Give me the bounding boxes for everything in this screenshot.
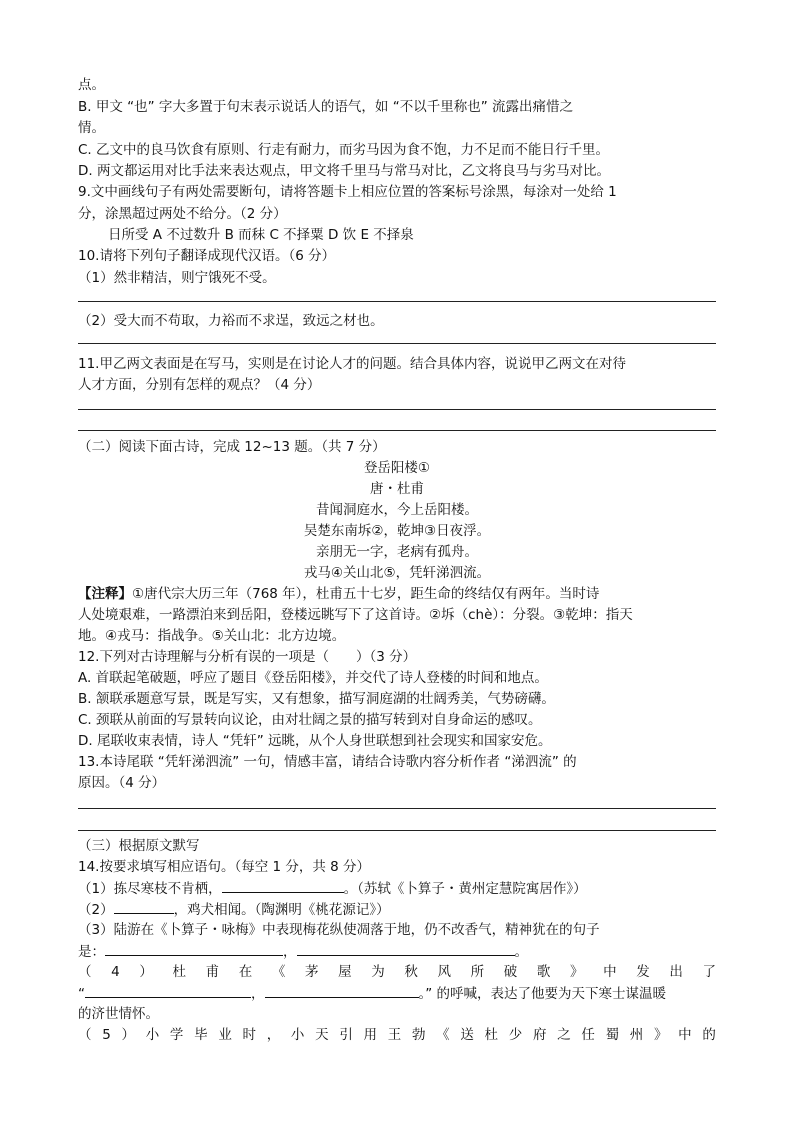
char: 王 <box>387 1027 402 1043</box>
q14-item-4 <box>78 962 716 982</box>
q14-item-3-mid: ， <box>283 944 297 960</box>
answer-line[interactable] <box>78 409 716 410</box>
q14-item-2-post: ，鸡犬相闻。（陶渊明《桃花源记》） <box>173 902 390 918</box>
char: 引 <box>339 1027 353 1043</box>
q14-item-4-mid: ， <box>251 986 265 1002</box>
char: 小 <box>145 1027 160 1043</box>
char: 业 <box>218 1027 232 1043</box>
fill-blank[interactable] <box>114 899 174 914</box>
q11-prompt-cont: 人才方面，分别有怎样的观点？（4 分） <box>78 377 321 393</box>
fill-blank[interactable] <box>265 983 419 998</box>
poem-note-cont: 地。④戎马：指战争。⑤关山北：北方边境。 <box>78 628 346 644</box>
q14-item-4-open: “ <box>78 986 85 1002</box>
q12-option-c: C. 颈联从前面的写景转向议论，由对壮阔之景的描写转到对自身命运的感叹。 <box>78 712 542 728</box>
q14-item-5 <box>78 1025 716 1045</box>
char: 中 <box>603 964 617 980</box>
q14-item-3-answer <box>78 941 716 962</box>
q9-sentence: 日所受 A 不过数升 B 而秣 C 不择粟 D 饮 E 不择泉 <box>108 227 414 243</box>
char: 蜀 <box>605 1027 620 1043</box>
poem-author: 唐・杜甫 <box>370 481 424 497</box>
q14-item-1-pre: （1）拣尽寒枝不肯栖， <box>78 881 222 897</box>
answer-line[interactable] <box>78 830 716 831</box>
char: 时 <box>242 1027 257 1043</box>
char: 屋 <box>338 964 352 980</box>
note-text: ①唐代宗大历三年（768 年），杜甫五十七岁，距生命的终结仅有两年。当时诗 <box>132 586 600 602</box>
char: ， <box>266 1027 281 1043</box>
q14-item-4-cont: 的济世情怀。 <box>78 1006 159 1022</box>
char: 送 <box>460 1027 474 1043</box>
q14-title: 14.按要求填写相应语句。（每空 1 分，共 8 分） <box>78 859 371 875</box>
note-label: 【注释】 <box>78 586 132 602</box>
char: 用 <box>363 1027 378 1043</box>
q14-item-2 <box>78 899 716 920</box>
q12-option-a: A. 首联起笔破题，呼应了题目《登岳阳楼》，并交代了诗人登楼的时间和地点。 <box>78 670 548 686</box>
answer-line[interactable] <box>78 301 716 302</box>
q10-title: 10.请将下列句子翻译成现代汉语。（6 分） <box>78 248 336 264</box>
q8-option-b-cont: 情。 <box>78 120 105 136</box>
section2-heading: （二）阅读下面古诗，完成 12~13 题。（共 7 分） <box>78 439 386 455</box>
q14-item-2-pre: （2） <box>78 902 114 918</box>
char: 之 <box>557 1027 571 1043</box>
q14-item-4-answer <box>78 983 716 1004</box>
char: （ <box>78 964 92 980</box>
q14-item-1-post: 。（苏轼《卜算子・黄州定慧院寓居作》） <box>343 881 587 897</box>
poem-line: 戎马④关山北⑤，凭轩涕泗流。 <box>303 565 491 581</box>
fill-blank[interactable] <box>85 983 251 998</box>
char: 甫 <box>205 964 220 980</box>
q14-item-4-end: 。” 的呼喊，表达了他要为天下寒士谋温暖 <box>418 986 667 1002</box>
char: 茅 <box>304 964 319 980</box>
char: 了 <box>702 964 716 980</box>
q8-option-d: D. 两文都运用对比手法来表达观点，甲文将千里马与常马对比，乙文将良马与劣马对比。 <box>78 163 610 179</box>
char: 歌 <box>536 964 551 980</box>
char: 杜 <box>484 1027 499 1043</box>
poem-line: 昔闻洞庭水，今上岳阳楼。 <box>316 502 478 518</box>
char: 《 <box>436 1027 450 1043</box>
char: 发 <box>636 964 650 980</box>
fill-blank[interactable] <box>222 878 344 893</box>
fill-blank[interactable] <box>297 941 515 956</box>
q12-option-b: B. 颔联承题意写景，既是写实，又有想象，描写洞庭湖的壮阔秀美，气势磅礴。 <box>78 691 555 707</box>
char: 4 <box>111 964 120 980</box>
char: 秋 <box>404 964 418 980</box>
q9-prompt: 9.文中画线句子有两处需要断句，请将答题卡上相应位置的答案标号涂黑，每涂对一处给 1 <box>78 184 617 200</box>
q13-prompt-cont: 原因。（4 分） <box>78 775 166 791</box>
char: 府 <box>532 1027 547 1043</box>
q8-option-c: C. 乙文中的良马饮食有原则、行走有耐力，而劣马因为食不饱，力不足而不能日行千里。 <box>78 142 610 158</box>
answer-line[interactable] <box>78 430 716 431</box>
answer-line[interactable] <box>78 343 716 344</box>
char: 》 <box>569 964 584 980</box>
char: 5 <box>102 1027 111 1043</box>
q12-option-d: D. 尾联收束表情，诗人 “凭轩” 远眺，从个人身世联想到社会现实和国家安危。 <box>78 733 552 749</box>
q8-line-top: 点。 <box>78 77 105 93</box>
q14-item-1 <box>78 878 716 899</box>
char: 风 <box>437 964 451 980</box>
q14-item-3: （3）陆游在《卜算子・咏梅》中表现梅花纵使凋落于地，仍不改香气，精神犹在的句子 <box>78 922 600 938</box>
char: 为 <box>371 964 385 980</box>
char: 杜 <box>172 964 186 980</box>
char: 中 <box>678 1027 692 1043</box>
char: 》 <box>653 1027 668 1043</box>
poem-note-cont: 人处境艰难，一路漂泊来到岳阳，登楼远眺写下了这首诗。②坼（chè）：分裂。③乾坤：指天 <box>78 607 633 623</box>
char: 任 <box>581 1027 595 1043</box>
q11-prompt: 11.甲乙两文表面是在写马，实则是在讨论人才的问题。结合具体内容，说说甲乙两文在对待 <box>78 356 626 372</box>
char: 毕 <box>194 1027 208 1043</box>
char: 所 <box>470 964 485 980</box>
q14-item-3-pre: 是： <box>78 944 105 960</box>
q8-option-b: B. 甲文 “也” 字大多置于句末表示说话人的语气，如 “不以千里称也” 流露出痛惜之 <box>78 99 573 115</box>
answer-line[interactable] <box>78 808 716 809</box>
q12-title: 12.下列对古诗理解与分析有误的一项是（ ）（3 分） <box>78 649 417 665</box>
char: 州 <box>629 1027 644 1043</box>
q10-item-2: （2）受大而不苟取，力裕而不求逞，致远之材也。 <box>78 313 384 329</box>
poem-note <box>78 584 716 604</box>
char: 的 <box>702 1027 716 1043</box>
char: 在 <box>238 964 253 980</box>
char: 小 <box>290 1027 305 1043</box>
char: 《 <box>271 964 286 980</box>
char: 破 <box>503 964 518 980</box>
q10-item-1: （1）然非精洁，则宁饿死不受。 <box>78 270 276 286</box>
section3-heading: （三）根据原文默写 <box>78 838 200 854</box>
q9-prompt-cont: 分，涂黑超过两处不给分。（2 分） <box>78 206 287 222</box>
char: ） <box>139 964 153 980</box>
char: 少 <box>508 1027 523 1043</box>
char: 勃 <box>411 1027 426 1043</box>
char: （ <box>78 1027 92 1043</box>
poem-title: 登岳阳楼① <box>363 460 431 476</box>
char: 出 <box>669 964 683 980</box>
fill-blank[interactable] <box>105 941 283 956</box>
q13-prompt: 13.本诗尾联 “凭轩涕泗流” 一句，情感丰富，请结合诗歌内容分析作者 “涕泗流” 的 <box>78 754 577 770</box>
poem-line: 吴楚东南坼②，乾坤③日夜浮。 <box>303 523 491 539</box>
char: 学 <box>169 1027 184 1043</box>
q14-item-3-end: 。 <box>514 944 528 960</box>
poem-line: 亲朋无一字，老病有孤舟。 <box>316 544 478 560</box>
char: ） <box>121 1027 135 1043</box>
char: 天 <box>315 1027 329 1043</box>
